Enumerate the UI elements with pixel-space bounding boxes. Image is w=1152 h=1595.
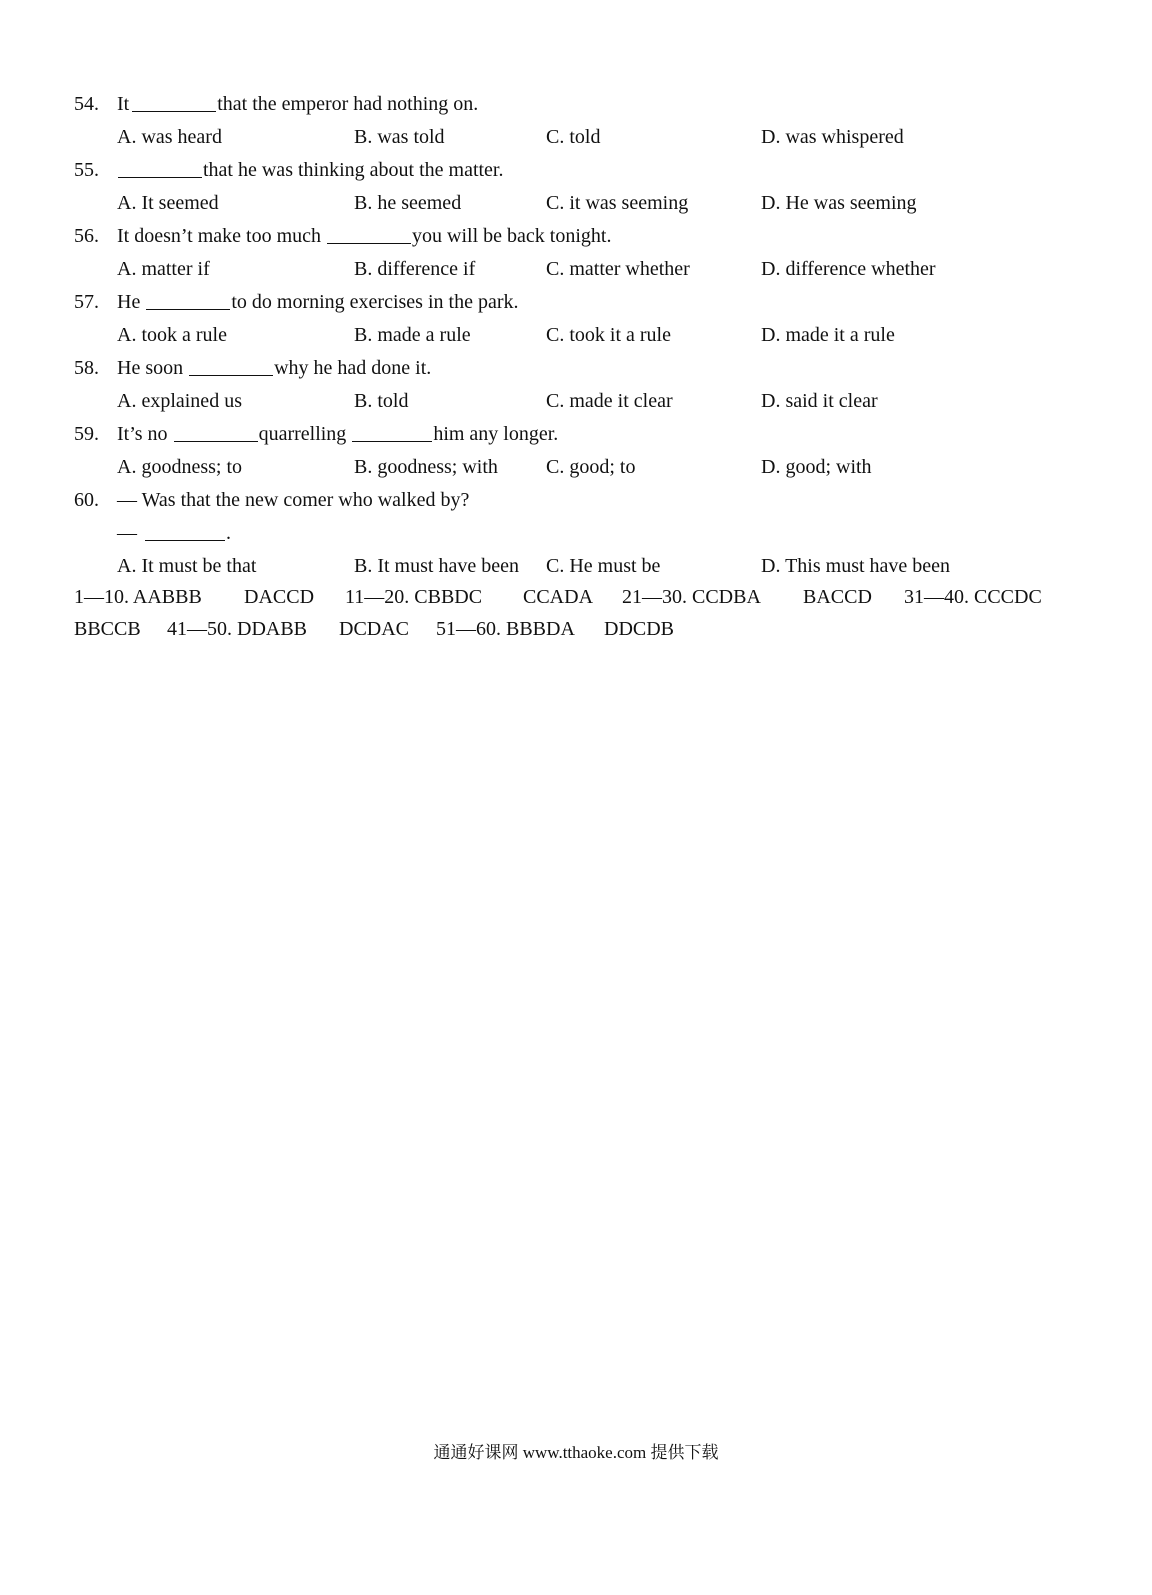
stem-after-blank: you will be back tonight. bbox=[412, 225, 612, 247]
answer-group: BBCCB bbox=[74, 618, 141, 640]
option-c: C. made it clear bbox=[546, 390, 673, 412]
stem-after-blank: why he had done it. bbox=[274, 357, 432, 379]
option-d: D. good; with bbox=[761, 456, 872, 478]
option-b: B. told bbox=[354, 390, 409, 412]
question-text bbox=[117, 418, 558, 451]
stem-middle: quarrelling bbox=[258, 423, 347, 445]
stem-before-blank: It doesn’t make too much bbox=[117, 225, 322, 247]
option-row bbox=[74, 385, 1074, 418]
question-stem bbox=[74, 88, 1074, 121]
option-row bbox=[74, 187, 1074, 220]
answer-blank bbox=[145, 522, 225, 541]
option-row bbox=[74, 253, 1074, 286]
option-a: A. goodness; to bbox=[117, 456, 242, 478]
stem-after-blank: that he was thinking about the matter. bbox=[203, 159, 504, 181]
answer-group: CCADA bbox=[523, 586, 594, 608]
question-number: 57. bbox=[74, 291, 99, 313]
question-stem bbox=[74, 352, 1074, 385]
option-a: A. matter if bbox=[117, 258, 210, 280]
stem-before-blank: It bbox=[117, 93, 130, 115]
question-stem bbox=[74, 154, 1074, 187]
dash: — bbox=[117, 522, 137, 544]
option-row bbox=[74, 121, 1074, 154]
stem-before-blank: It’s no bbox=[117, 423, 168, 445]
answer-group: BACCD bbox=[803, 586, 872, 608]
option-row bbox=[74, 319, 1074, 352]
question-text bbox=[117, 220, 611, 253]
option-a: A. was heard bbox=[117, 126, 222, 148]
question-number: 58. bbox=[74, 357, 99, 379]
option-c: C. told bbox=[546, 126, 601, 148]
dialogue-response bbox=[117, 517, 231, 550]
answer-key bbox=[74, 581, 1074, 645]
option-c: C. He must be bbox=[546, 555, 661, 577]
question-number: 60. bbox=[74, 489, 99, 511]
answer-group: DDCDB bbox=[604, 618, 675, 640]
question-stem bbox=[74, 484, 1074, 517]
stem-before-blank: He bbox=[117, 291, 141, 313]
dialogue-response-line bbox=[74, 517, 1074, 550]
option-b: B. he seemed bbox=[354, 192, 462, 214]
option-c: C. it was seeming bbox=[546, 192, 689, 214]
answer-key-line bbox=[74, 581, 1074, 613]
answer-blank bbox=[174, 423, 258, 442]
answer-group: DCDAC bbox=[339, 618, 410, 640]
question-stem bbox=[74, 286, 1074, 319]
answer-blank bbox=[189, 357, 273, 376]
option-row bbox=[74, 451, 1074, 484]
option-d: D. was whispered bbox=[761, 126, 904, 148]
question-stem bbox=[74, 418, 1074, 451]
answer-group: 1—10. AABBB bbox=[74, 586, 202, 608]
option-b: B. difference if bbox=[354, 258, 476, 280]
answer-group: 11—20. CBBDC bbox=[345, 586, 483, 608]
answer-blank bbox=[327, 225, 411, 244]
page-footer: 通通好课网 www.tthaoke.com 提供下载 bbox=[433, 1443, 719, 1462]
question-text bbox=[117, 154, 504, 187]
option-b: B. goodness; with bbox=[354, 456, 498, 478]
answer-blank bbox=[352, 423, 432, 442]
question-stem bbox=[74, 220, 1074, 253]
question-text bbox=[117, 88, 478, 121]
question-number: 59. bbox=[74, 423, 99, 445]
option-a: A. explained us bbox=[117, 390, 242, 412]
option-d: D. said it clear bbox=[761, 390, 878, 412]
answer-group: 41—50. DDABB bbox=[167, 618, 308, 640]
stem-after-blank: to do morning exercises in the park. bbox=[231, 291, 519, 313]
question-list bbox=[74, 88, 1074, 583]
option-row bbox=[74, 550, 1074, 583]
answer-group: 31—40. CCCDC bbox=[904, 586, 1042, 608]
option-b: B. was told bbox=[354, 126, 445, 148]
option-c: C. good; to bbox=[546, 456, 636, 478]
question-text bbox=[117, 286, 518, 319]
answer-blank bbox=[118, 159, 202, 178]
stem-after-blank: that the emperor had nothing on. bbox=[217, 93, 479, 115]
stem-before-blank: He soon bbox=[117, 357, 184, 379]
answer-blank bbox=[146, 291, 230, 310]
question-number: 55. bbox=[74, 159, 99, 181]
option-a: A. took a rule bbox=[117, 324, 227, 346]
option-b: B. It must have been bbox=[354, 555, 519, 577]
question-number: 54. bbox=[74, 93, 99, 115]
period: . bbox=[226, 522, 231, 544]
question-text bbox=[117, 352, 431, 385]
answer-group: DACCD bbox=[244, 586, 315, 608]
option-b: B. made a rule bbox=[354, 324, 471, 346]
option-a: A. It must be that bbox=[117, 555, 257, 577]
option-a: A. It seemed bbox=[117, 192, 219, 214]
answer-blank bbox=[132, 93, 216, 112]
option-d: D. difference whether bbox=[761, 258, 936, 280]
answer-group: 51—60. BBBDA bbox=[436, 618, 575, 640]
option-c: C. matter whether bbox=[546, 258, 690, 280]
answer-group: 21—30. CCDBA bbox=[622, 586, 761, 608]
option-d: D. made it a rule bbox=[761, 324, 895, 346]
option-d: D. This must have been bbox=[761, 555, 951, 577]
stem-after-blank: him any longer. bbox=[433, 423, 559, 445]
question-number: 56. bbox=[74, 225, 99, 247]
option-c: C. took it a rule bbox=[546, 324, 671, 346]
dialogue-line: — Was that the new comer who walked by? bbox=[117, 489, 470, 511]
answer-key-line bbox=[74, 613, 1074, 645]
option-d: D. He was seeming bbox=[761, 192, 917, 214]
